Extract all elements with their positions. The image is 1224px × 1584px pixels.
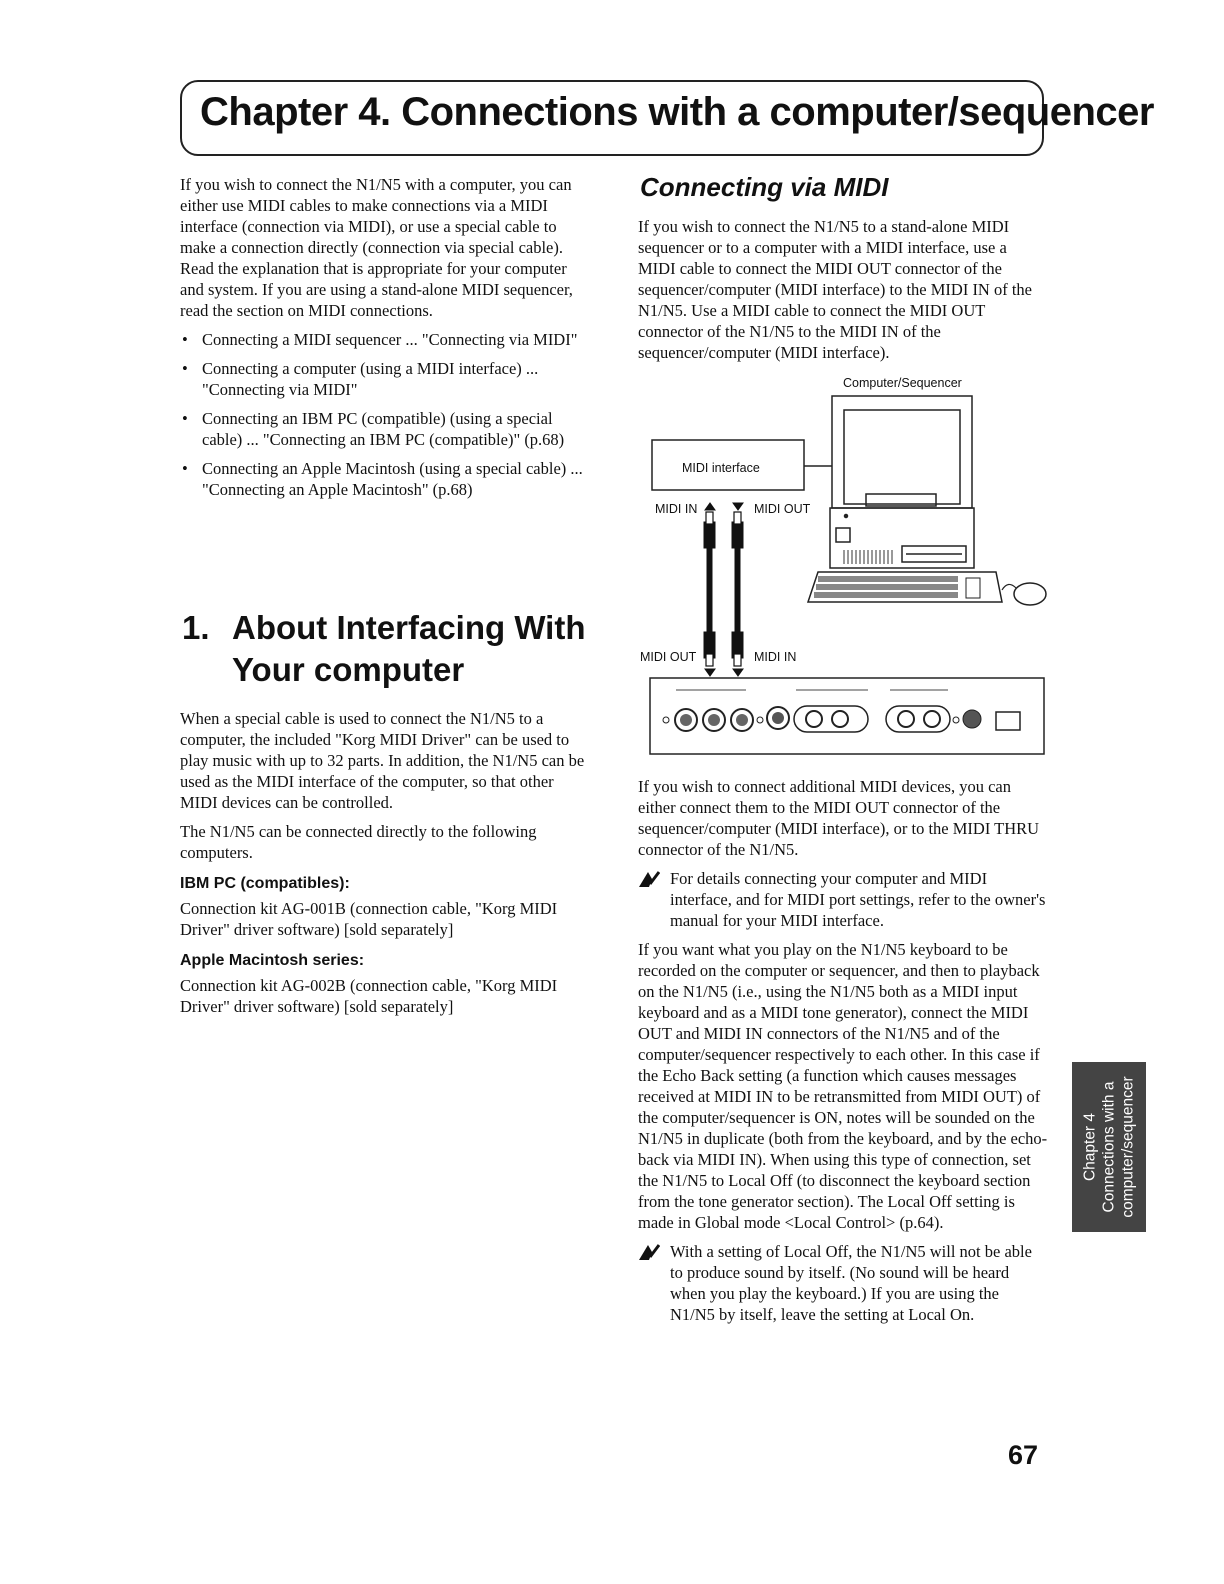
note-1 <box>638 868 1048 931</box>
section1-paragraph-2: The N1/N5 can be connected directly to the following computers. <box>180 822 537 862</box>
side-tab-line-3: computer/sequencer <box>1119 1076 1137 1218</box>
vent-grille <box>844 550 892 564</box>
mac-text: Connection kit AG-002B (connection cable, "Korg MIDI Driver" driver software) [sold separately] <box>180 976 558 1016</box>
midi-interface-label: MIDI interface <box>682 461 760 475</box>
section1-body <box>180 708 590 1025</box>
midi-paragraph-3: If you want what you play on the N1/N5 keyboard to be recorded on the computer or sequencer, and then to playback on the N1/N5 (i.e., using the N1/N5 both as a MIDI input keyboard and as a MIDI tone generator), connect the MIDI OUT and MIDI IN connectors of the N1/N5 and of the computer/sequencer respectively to each other. In this case if the Echo Back setting (a function which causes messages received at MIDI IN to be retransmitted from MIDI OUT) of the computer/sequencer is ON, notes will be sounded on the N1/N5 in duplicate (both from the keyboard, and by the echo-back via MIDI IN). When using this type of connection, set the N1/N5 to Local Off (to disconnect the keyboard section from the tone generator section). The Local Off setting is made in Global mode <Local Control> (p.64). <box>638 940 1048 1232</box>
midi-paragraph-1: If you wish to connect the N1/N5 to a stand-alone MIDI sequencer or to a computer with a MIDI interface, use a MIDI cable to connect the MIDI OUT connector of the sequencer/computer (MIDI interface) to the MIDI IN of the N1/N5. Use a MIDI cable to connect the MIDI OUT connector of the N1/N5 to the MIDI IN of the sequencer/computer (MIDI interface). <box>638 217 1033 362</box>
ibm-text: Connection kit AG-001B (connection cable, "Korg MIDI Driver" driver software) [sold separately] <box>180 899 558 939</box>
connecting-via-midi-heading: Connecting via MIDI <box>640 172 889 202</box>
mac-heading: Apple Macintosh series: <box>180 952 365 969</box>
chapter-title: Chapter 4. Connections with a computer/sequencer <box>200 90 1154 134</box>
section-title-line1: About Interfacing With <box>232 609 586 646</box>
computer-mouse <box>1002 583 1046 605</box>
page-number: 67 <box>1008 1440 1039 1470</box>
midi-connection-diagram <box>636 370 1048 760</box>
side-tab-line-1: Chapter 4 <box>1081 1112 1099 1182</box>
n1-midi-in-label: MIDI IN <box>754 650 797 664</box>
n1-midi-out-label: MIDI OUT <box>640 650 697 664</box>
list-item: • Connecting a MIDI sequencer ... "Connecting via MIDI" <box>180 329 590 350</box>
pen-note-icon <box>638 870 660 888</box>
midi-paragraph-2: If you wish to connect additional MIDI devices, you can either connect them to the MIDI OUT connector of the sequencer/computer (MIDI interface), or to the MIDI THRU connector of the N1/N5. <box>638 777 1040 859</box>
intro-bullet-list <box>180 329 590 500</box>
computer-monitor <box>832 396 972 508</box>
section-title-line2: Your computer <box>232 651 465 688</box>
ibm-heading: IBM PC (compatibles): <box>180 875 350 892</box>
midi-body-continued <box>638 776 1048 1325</box>
note-1-text: For details connecting your computer and MIDI interface, and for MIDI port settings, refer to the owner's manual for your MIDI interface. <box>670 869 1046 930</box>
note-2 <box>638 1241 1048 1325</box>
list-item: • Connecting a computer (using a MIDI interface) ... "Connecting via MIDI" <box>180 358 590 400</box>
side-tab-text <box>1081 1076 1138 1217</box>
list-item: • Connecting an Apple Macintosh (using a special cable) ... "Connecting an Apple Macintosh" (p.68) <box>180 458 590 500</box>
pen-note-icon <box>638 1243 660 1261</box>
chapter-side-tab <box>1072 1062 1146 1232</box>
midi-cables <box>704 503 743 676</box>
computer-keyboard <box>808 572 1002 602</box>
interface-midi-out-label: MIDI OUT <box>754 502 811 516</box>
side-tab-line-2: Connections with a <box>1100 1081 1118 1213</box>
list-item: • Connecting an IBM PC (compatible) (using a special cable) ... "Connecting an IBM PC (compatible)" (p.68) <box>180 408 590 450</box>
section-number: 1. <box>182 609 210 646</box>
interface-midi-in-label: MIDI IN <box>655 502 698 516</box>
intro-section <box>180 174 590 508</box>
computer-sequencer-label: Computer/Sequencer <box>843 376 962 390</box>
note-2-text: With a setting of Local Off, the N1/N5 will not be able to produce sound by itself. (No sound will be heard when you play the keyboard.) If you are using the N1/N5 by itself, leave the setting at Local On. <box>670 1242 1032 1324</box>
section1-paragraph-1: When a special cable is used to connect the N1/N5 to a computer, the included "Korg MIDI Driver" can be used to play music with up to 32 parts. In addition, the N1/N5 can be used as the MIDI interface of the computer, so that other MIDI devices can be controlled. <box>180 709 585 812</box>
intro-paragraph: If you wish to connect the N1/N5 with a computer, you can either use MIDI cables to make connections via a MIDI interface (connection via MIDI), or use a special cable to make a connection directly (connection via special cable). Read the explanation that is appropriate for your computer and system. If you are using a stand-alone MIDI sequencer, read the section on MIDI connections. <box>180 175 573 320</box>
n1-n5-rear-panel <box>650 678 1044 754</box>
